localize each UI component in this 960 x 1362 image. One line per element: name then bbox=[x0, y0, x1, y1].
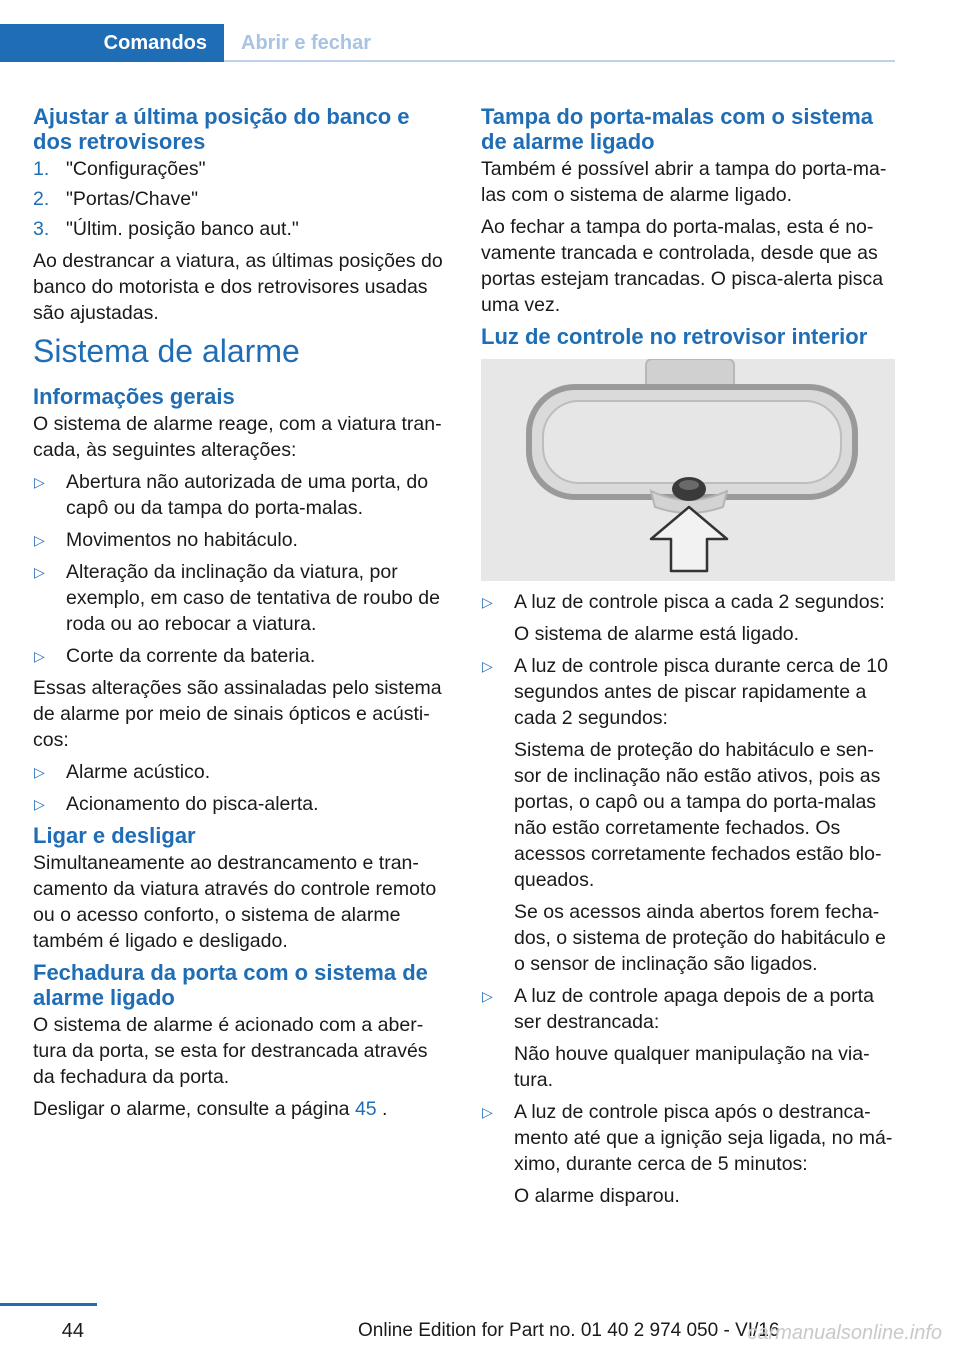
paragraph-signals: Essas alterações são assinaladas pelo sistema de alarme por meio de sinais ópticos e acústi‐cos: bbox=[33, 677, 442, 751]
page-number: 44 bbox=[61, 1320, 84, 1342]
step-item: 1. "Configurações" bbox=[33, 158, 206, 180]
list-item: ▷ Acionamento do pisca-alerta. bbox=[34, 793, 319, 815]
edition-text: Online Edition for Part no. 01 40 2 974 050 - VI/16 bbox=[358, 1320, 780, 1341]
paragraph-on-off: Simultaneamente ao destrancamento e tran‐camento da viatura através do controle remoto ou o acesso conforto, o sistema de alarme também é ligado e desligado. bbox=[33, 852, 437, 952]
triangle-right-icon: ▷ bbox=[34, 532, 45, 548]
heading-general-info: Informações gerais bbox=[33, 384, 235, 409]
page-reference-link[interactable]: 45 bbox=[354, 1098, 377, 1120]
paragraph-last-position: Ao destrancar a viatura, as últimas posições do banco do motorista e dos retrovisores usadas são ajustadas. bbox=[33, 250, 443, 324]
header-bar bbox=[0, 24, 895, 62]
list-item: ▷ A luz de controle pisca durante cerca de 10 segundos antes de piscar rapidamente a cada 2 segundos: Sistema de proteção do habitáculo e sen‐sor de inclinação não estão ativos, pois as portas, o capô ou a tampa do porta-malas não estão corretamente fechados. Os acessos corretamente fechados estão blo‐queados. Se os acessos ainda abertos forem fecha‐dos, o sistema de proteção do habitáculo e o sensor de inclinação são ligados. bbox=[482, 655, 888, 975]
heading-indicator: Luz de controle no retrovisor interior bbox=[481, 324, 868, 349]
paragraph-trunk-1: Também é possível abrir a tampa do porta-ma‐las com o sistema de alarme ligado. bbox=[481, 158, 887, 206]
heading-alarm-system: Sistema de alarme bbox=[33, 333, 300, 369]
list-item: ▷ A luz de controle pisca após o destranca‐mento até que a ignição seja ligada, no má‐ximo, durante cerca de 5 minutos: O alarme disparou. bbox=[482, 1101, 893, 1207]
list-item: ▷ Movimentos no habitáculo. bbox=[34, 529, 298, 551]
list-item: ▷ Corte da corrente da bateria. bbox=[34, 645, 316, 667]
heading-on-off: Ligar e desligar bbox=[33, 823, 196, 848]
footer-accent-line bbox=[0, 1303, 97, 1306]
triangle-right-icon: ▷ bbox=[34, 564, 45, 580]
left-column bbox=[33, 104, 450, 1128]
step-item: 2. "Portas/Chave" bbox=[33, 188, 198, 210]
paragraph-door-lock: O sistema de alarme é acionado com a aber‐tura da porta, se esta for destrancada através da fechadura da porta. bbox=[33, 1014, 428, 1088]
step-item: 3. "Últim. posição banco aut." bbox=[33, 218, 299, 240]
heading-door-lock: Fechadura da porta com o sistema de alarme ligado bbox=[33, 960, 428, 1010]
paragraph-general: O sistema de alarme reage, com a viatura tran‐cada, às seguintes alterações: bbox=[33, 413, 442, 461]
steps-list bbox=[33, 156, 450, 242]
tab-abrir-e-fechar[interactable]: Abrir e fechar bbox=[241, 31, 372, 54]
watermark: carmanualsonline.info bbox=[747, 1322, 942, 1344]
changes-list bbox=[33, 469, 450, 669]
right-column bbox=[481, 104, 896, 1215]
triangle-right-icon: ▷ bbox=[34, 796, 45, 812]
triangle-right-icon: ▷ bbox=[482, 658, 493, 674]
triangle-right-icon: ▷ bbox=[34, 474, 45, 490]
triangle-right-icon: ▷ bbox=[34, 648, 45, 664]
list-item: ▷ A luz de controle apaga depois de a porta ser destrancada: Não houve qualquer manipulação na via‐tura. bbox=[482, 985, 874, 1091]
tab-comandos[interactable]: Comandos bbox=[0, 24, 224, 62]
triangle-right-icon: ▷ bbox=[482, 988, 493, 1004]
header-divider bbox=[224, 60, 895, 62]
list-item: ▷ Abertura não autorizada de uma porta, do capô ou da tampa do porta-malas. bbox=[34, 471, 429, 519]
list-item: ▷ Alarme acústico. bbox=[34, 761, 211, 783]
indicator-list bbox=[481, 589, 896, 1209]
triangle-right-icon: ▷ bbox=[34, 764, 45, 780]
paragraph-trunk-2: Ao fechar a tampa do porta-malas, esta é no‐vamente trancada e controlada, desde que as portas estejam trancadas. O pisca-alerta pisca uma vez. bbox=[481, 216, 884, 316]
triangle-right-icon: ▷ bbox=[482, 594, 493, 610]
paragraph-switch-off: Desligar o alarme, consulte a página 45 . bbox=[33, 1098, 388, 1120]
rearview-mirror-illustration bbox=[481, 359, 895, 581]
list-item: ▷ A luz de controle pisca a cada 2 segundos: O sistema de alarme está ligado. bbox=[482, 591, 885, 645]
heading-trunk: Tampa do porta-malas com o sistema de alarme ligado bbox=[481, 104, 874, 154]
triangle-right-icon: ▷ bbox=[482, 1104, 493, 1120]
heading-last-position: Ajustar a última posição do banco e dos retrovisores bbox=[33, 104, 410, 154]
signals-list bbox=[33, 759, 450, 817]
list-item: ▷ Alteração da inclinação da viatura, por exemplo, em caso de tentativa de roubo de roda ou ao rebocar a viatura. bbox=[34, 561, 440, 635]
